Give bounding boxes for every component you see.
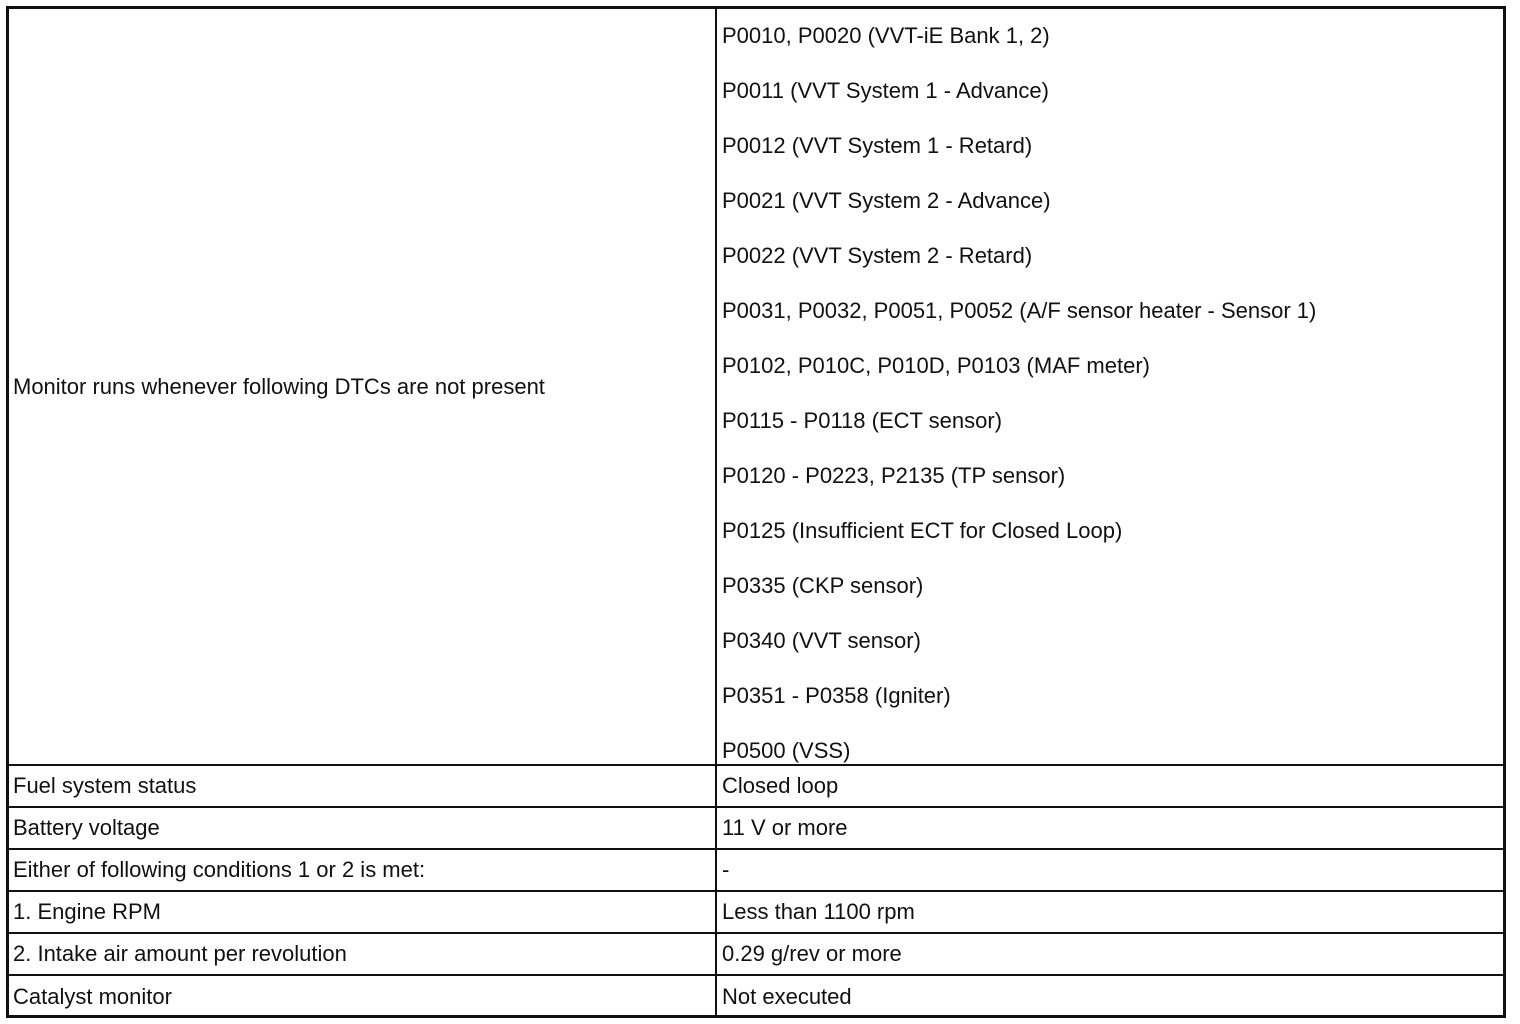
- condition-value: -: [722, 857, 730, 882]
- dtc-condition-label: Monitor runs whenever following DTCs are not present: [9, 9, 717, 764]
- table-row: [9, 976, 1503, 1017]
- dtc-item: P0011 (VVT System 1 - Advance): [722, 78, 1049, 103]
- dtc-item: P0125 (Insufficient ECT for Closed Loop): [722, 518, 1123, 543]
- condition-label: Battery voltage: [9, 808, 717, 848]
- dtc-item: P0120 - P0223, P2135 (TP sensor): [722, 463, 1066, 488]
- table-row: [9, 808, 1503, 850]
- condition-label: Catalyst monitor: [9, 976, 717, 1017]
- dtc-item: P0115 - P0118 (ECT sensor): [722, 408, 1003, 433]
- dtc-item: P0102, P010C, P010D, P0103 (MAF meter): [722, 353, 1150, 378]
- dtc-item: P0351 - P0358 (Igniter): [722, 683, 951, 708]
- dtc-item: P0010, P0020 (VVT-iE Bank 1, 2): [722, 23, 1050, 48]
- condition-value: 11 V or more: [722, 815, 848, 840]
- condition-value: Closed loop: [722, 773, 839, 798]
- condition-label: 1. Engine RPM: [9, 892, 717, 932]
- table-row: [9, 892, 1503, 934]
- condition-value: Not executed: [722, 983, 852, 1009]
- condition-label: Either of following conditions 1 or 2 is met:: [9, 850, 717, 890]
- conditions-table: [6, 6, 1506, 1018]
- table-row: [9, 850, 1503, 892]
- dtc-item: P0335 (CKP sensor): [722, 573, 924, 598]
- condition-value: 0.29 g/rev or more: [722, 941, 902, 966]
- dtc-list: [717, 9, 1503, 764]
- dtc-item: P0031, P0032, P0051, P0052 (A/F sensor heater - Sensor 1): [722, 298, 1317, 323]
- dtc-item: P0012 (VVT System 1 - Retard): [722, 133, 1033, 158]
- condition-label: Fuel system status: [9, 766, 717, 806]
- dtc-item: P0500 (VSS): [722, 738, 851, 763]
- dtc-item: P0021 (VVT System 2 - Advance): [722, 188, 1051, 213]
- condition-value: Less than 1100 rpm: [722, 899, 915, 924]
- dtc-item: P0022 (VVT System 2 - Retard): [722, 243, 1033, 268]
- condition-label: 2. Intake air amount per revolution: [9, 934, 717, 974]
- dtc-item: P0340 (VVT sensor): [722, 628, 921, 653]
- table-row: [9, 766, 1503, 808]
- table-row-dtc-conditions: [9, 9, 1503, 766]
- table-row: [9, 934, 1503, 976]
